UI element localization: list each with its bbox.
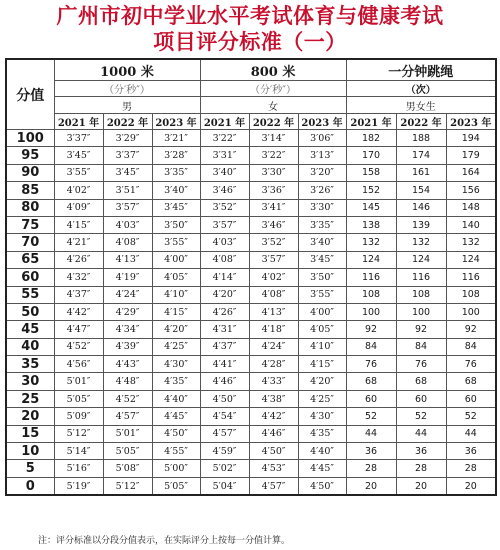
- time-cell-1000m: 5′08″: [103, 460, 152, 477]
- time-cell-800m: 3′13″: [298, 147, 346, 164]
- rope-count-cell: 28: [396, 460, 446, 477]
- rope-count-cell: 146: [396, 199, 446, 216]
- time-cell-800m: 4′33″: [249, 373, 298, 390]
- rope-count-cell: 194: [446, 130, 496, 147]
- rope-count-cell: 108: [346, 286, 396, 303]
- time-cell-800m: 4′41″: [200, 356, 249, 373]
- table-row: [6, 164, 496, 181]
- time-cell-800m: 3′31″: [200, 147, 249, 164]
- time-cell-800m: 3′52″: [200, 199, 249, 216]
- unit-800m: （分′秒″）: [200, 81, 346, 97]
- rope-count-cell: 108: [396, 286, 446, 303]
- time-cell-800m: 4′54″: [200, 408, 249, 425]
- time-cell-800m: 4′25″: [298, 390, 346, 407]
- time-cell-1000m: 4′35″: [152, 373, 200, 390]
- table-row: [6, 408, 496, 425]
- time-cell-800m: 3′40″: [298, 234, 346, 251]
- rope-count-cell: 36: [446, 443, 496, 460]
- time-cell-800m: 4′45″: [298, 460, 346, 477]
- table-row: [6, 338, 496, 355]
- scoring-table: [5, 58, 497, 496]
- time-cell-800m: 3′52″: [249, 234, 298, 251]
- time-cell-800m: 4′37″: [200, 338, 249, 355]
- footnote: 注：评分标准以分段分值表示，在实际评分上按每一分值计算。: [38, 536, 291, 546]
- table-row: [6, 251, 496, 268]
- time-cell-800m: 4′15″: [298, 356, 346, 373]
- rope-count-cell: 158: [346, 164, 396, 181]
- rope-count-cell: 60: [446, 390, 496, 407]
- rope-count-cell: 124: [446, 251, 496, 268]
- year-header: 2022 年: [396, 114, 446, 130]
- time-cell-1000m: 4′26″: [54, 251, 103, 268]
- time-cell-1000m: 4′39″: [103, 338, 152, 355]
- rope-count-cell: 108: [446, 286, 496, 303]
- time-cell-1000m: 5′12″: [103, 477, 152, 495]
- time-cell-1000m: 3′55″: [152, 234, 200, 251]
- table-row: [6, 234, 496, 251]
- time-cell-800m: 3′36″: [249, 182, 298, 199]
- time-cell-1000m: 3′45″: [54, 147, 103, 164]
- score-cell: 30: [6, 373, 54, 390]
- time-cell-1000m: 4′03″: [103, 216, 152, 233]
- time-cell-800m: 3′50″: [298, 269, 346, 286]
- time-cell-1000m: 3′35″: [152, 164, 200, 181]
- time-cell-1000m: 4′47″: [54, 321, 103, 338]
- time-cell-1000m: 4′20″: [152, 321, 200, 338]
- year-header: 2022 年: [103, 114, 152, 130]
- time-cell-800m: 4′53″: [249, 460, 298, 477]
- rope-count-cell: 179: [446, 147, 496, 164]
- time-cell-1000m: 4′25″: [152, 338, 200, 355]
- time-cell-1000m: 4′08″: [103, 234, 152, 251]
- rope-count-cell: 68: [396, 373, 446, 390]
- time-cell-1000m: 4′10″: [152, 286, 200, 303]
- rope-count-cell: 174: [396, 147, 446, 164]
- time-cell-1000m: 3′37″: [54, 130, 103, 147]
- time-cell-1000m: 4′32″: [54, 269, 103, 286]
- time-cell-1000m: 3′51″: [103, 182, 152, 199]
- time-cell-1000m: 4′02″: [54, 182, 103, 199]
- time-cell-800m: 4′30″: [298, 408, 346, 425]
- table-row: [6, 390, 496, 407]
- rope-count-cell: 100: [396, 303, 446, 320]
- rope-count-cell: 28: [446, 460, 496, 477]
- time-cell-1000m: 5′01″: [103, 425, 152, 442]
- time-cell-1000m: 4′05″: [152, 269, 200, 286]
- time-cell-1000m: 3′28″: [152, 147, 200, 164]
- table-row: [6, 460, 496, 477]
- time-cell-800m: 3′41″: [249, 199, 298, 216]
- time-cell-800m: 3′20″: [298, 164, 346, 181]
- time-cell-1000m: 3′50″: [152, 216, 200, 233]
- time-cell-800m: 4′50″: [298, 477, 346, 495]
- time-cell-1000m: 3′45″: [152, 199, 200, 216]
- rope-count-cell: 60: [396, 390, 446, 407]
- score-header: 分值: [6, 59, 54, 130]
- table-row: [6, 147, 496, 164]
- table-row: [6, 443, 496, 460]
- time-cell-800m: 4′57″: [200, 425, 249, 442]
- table-row: [6, 373, 496, 390]
- score-cell: 95: [6, 147, 54, 164]
- time-cell-1000m: 3′40″: [152, 182, 200, 199]
- table-row: [6, 130, 496, 147]
- rope-count-cell: 76: [346, 356, 396, 373]
- time-cell-800m: 3′46″: [249, 216, 298, 233]
- time-cell-800m: 3′22″: [249, 147, 298, 164]
- rope-count-cell: 132: [446, 234, 496, 251]
- time-cell-1000m: 4′50″: [152, 425, 200, 442]
- time-cell-1000m: 5′19″: [54, 477, 103, 495]
- time-cell-1000m: 4′15″: [54, 216, 103, 233]
- score-cell: 10: [6, 443, 54, 460]
- time-cell-800m: 4′59″: [200, 443, 249, 460]
- time-cell-1000m: 4′24″: [103, 286, 152, 303]
- time-cell-800m: 4′00″: [298, 303, 346, 320]
- score-cell: 15: [6, 425, 54, 442]
- rope-count-cell: 84: [446, 338, 496, 355]
- score-cell: 25: [6, 390, 54, 407]
- score-cell: 45: [6, 321, 54, 338]
- table-row: [6, 477, 496, 495]
- time-cell-1000m: 3′29″: [103, 130, 152, 147]
- score-cell: 0: [6, 477, 54, 495]
- time-cell-1000m: 3′21″: [152, 130, 200, 147]
- rope-count-cell: 170: [346, 147, 396, 164]
- time-cell-800m: 4′10″: [298, 338, 346, 355]
- rope-count-cell: 28: [346, 460, 396, 477]
- score-cell: 50: [6, 303, 54, 320]
- time-cell-800m: 4′26″: [200, 303, 249, 320]
- table-row: [6, 199, 496, 216]
- time-cell-1000m: 5′00″: [152, 460, 200, 477]
- time-cell-1000m: 4′55″: [152, 443, 200, 460]
- rope-count-cell: 52: [396, 408, 446, 425]
- time-cell-1000m: 4′09″: [54, 199, 103, 216]
- rope-count-cell: 138: [346, 216, 396, 233]
- score-cell: 20: [6, 408, 54, 425]
- time-cell-800m: 3′46″: [200, 182, 249, 199]
- rope-count-cell: 161: [396, 164, 446, 181]
- time-cell-800m: 4′08″: [200, 251, 249, 268]
- time-cell-1000m: 4′42″: [54, 303, 103, 320]
- time-cell-1000m: 4′19″: [103, 269, 152, 286]
- table-row: [6, 425, 496, 442]
- rope-count-cell: 124: [346, 251, 396, 268]
- rope-count-cell: 156: [446, 182, 496, 199]
- time-cell-800m: 5′02″: [200, 460, 249, 477]
- year-header: 2023 年: [152, 114, 200, 130]
- rope-count-cell: 20: [346, 477, 396, 495]
- rope-count-cell: 92: [346, 321, 396, 338]
- table-body: [6, 130, 496, 496]
- time-cell-800m: 4′05″: [298, 321, 346, 338]
- year-header: 2021 年: [346, 114, 396, 130]
- year-header: 2021 年: [54, 114, 103, 130]
- time-cell-1000m: 4′37″: [54, 286, 103, 303]
- time-cell-800m: 4′14″: [200, 269, 249, 286]
- table-row: [6, 182, 496, 199]
- time-cell-1000m: 4′43″: [103, 356, 152, 373]
- time-cell-800m: 4′31″: [200, 321, 249, 338]
- time-cell-800m: 4′42″: [249, 408, 298, 425]
- time-cell-1000m: 3′37″: [103, 147, 152, 164]
- time-cell-800m: 3′40″: [200, 164, 249, 181]
- time-cell-800m: 4′38″: [249, 390, 298, 407]
- time-cell-800m: 3′06″: [298, 130, 346, 147]
- time-cell-1000m: 4′48″: [103, 373, 152, 390]
- rope-count-cell: 20: [396, 477, 446, 495]
- year-header: 2023 年: [298, 114, 346, 130]
- time-cell-1000m: 5′05″: [54, 390, 103, 407]
- sex-800m: 女: [200, 97, 346, 114]
- rope-count-cell: 84: [396, 338, 446, 355]
- rope-count-cell: 76: [446, 356, 496, 373]
- score-cell: 40: [6, 338, 54, 355]
- rope-count-cell: 44: [346, 425, 396, 442]
- rope-count-cell: 148: [446, 199, 496, 216]
- time-cell-1000m: 5′12″: [54, 425, 103, 442]
- score-cell: 55: [6, 286, 54, 303]
- sex-rope: 男女生: [346, 97, 496, 114]
- score-cell: 60: [6, 269, 54, 286]
- time-cell-1000m: 4′21″: [54, 234, 103, 251]
- rope-count-cell: 68: [346, 373, 396, 390]
- time-cell-1000m: 4′40″: [152, 390, 200, 407]
- time-cell-1000m: 5′05″: [103, 443, 152, 460]
- time-cell-800m: 4′13″: [249, 303, 298, 320]
- rope-count-cell: 145: [346, 199, 396, 216]
- score-cell: 35: [6, 356, 54, 373]
- rope-count-cell: 52: [446, 408, 496, 425]
- rope-count-cell: 84: [346, 338, 396, 355]
- rope-count-cell: 124: [396, 251, 446, 268]
- score-cell: 5: [6, 460, 54, 477]
- table-row: [6, 356, 496, 373]
- time-cell-800m: 3′57″: [249, 251, 298, 268]
- rope-count-cell: 36: [346, 443, 396, 460]
- rope-count-cell: 20: [446, 477, 496, 495]
- time-cell-800m: 4′24″: [249, 338, 298, 355]
- time-cell-1000m: 4′00″: [152, 251, 200, 268]
- event-header-1000m: 1000 米: [54, 59, 200, 81]
- time-cell-1000m: 3′45″: [103, 164, 152, 181]
- time-cell-1000m: 4′56″: [54, 356, 103, 373]
- year-header: 2021 年: [200, 114, 249, 130]
- rope-count-cell: 52: [346, 408, 396, 425]
- time-cell-800m: 4′50″: [249, 443, 298, 460]
- time-cell-800m: 3′14″: [249, 130, 298, 147]
- table-row: [6, 216, 496, 233]
- time-cell-800m: 3′22″: [200, 130, 249, 147]
- rope-count-cell: 132: [346, 234, 396, 251]
- time-cell-1000m: 4′52″: [103, 390, 152, 407]
- score-cell: 100: [6, 130, 54, 147]
- event-header-800m: 800 米: [200, 59, 346, 81]
- rope-count-cell: 100: [446, 303, 496, 320]
- document-subtitle: 项目评分标准（一）: [153, 30, 347, 54]
- rope-count-cell: 132: [396, 234, 446, 251]
- rope-count-cell: 44: [446, 425, 496, 442]
- time-cell-800m: 4′57″: [249, 477, 298, 495]
- score-cell: 85: [6, 182, 54, 199]
- sex-1000m: 男: [54, 97, 200, 114]
- score-cell: 65: [6, 251, 54, 268]
- rope-count-cell: 152: [346, 182, 396, 199]
- time-cell-1000m: 4′29″: [103, 303, 152, 320]
- time-cell-800m: 4′18″: [249, 321, 298, 338]
- table-row: [6, 303, 496, 320]
- time-cell-800m: 3′45″: [298, 251, 346, 268]
- time-cell-800m: 3′30″: [298, 199, 346, 216]
- time-cell-1000m: 5′01″: [54, 373, 103, 390]
- time-cell-800m: 4′03″: [200, 234, 249, 251]
- time-cell-800m: 4′02″: [249, 269, 298, 286]
- score-cell: 75: [6, 216, 54, 233]
- unit-rope: （次）: [346, 81, 496, 97]
- time-cell-1000m: 5′14″: [54, 443, 103, 460]
- time-cell-1000m: 5′05″: [152, 477, 200, 495]
- table-row: [6, 286, 496, 303]
- time-cell-800m: 3′57″: [200, 216, 249, 233]
- rope-count-cell: 92: [446, 321, 496, 338]
- time-cell-1000m: 5′09″: [54, 408, 103, 425]
- time-cell-800m: 3′26″: [298, 182, 346, 199]
- rope-count-cell: 164: [446, 164, 496, 181]
- time-cell-1000m: 4′13″: [103, 251, 152, 268]
- rope-count-cell: 116: [346, 269, 396, 286]
- time-cell-1000m: 4′52″: [54, 338, 103, 355]
- time-cell-800m: 3′35″: [298, 216, 346, 233]
- rope-count-cell: 116: [396, 269, 446, 286]
- rope-count-cell: 139: [396, 216, 446, 233]
- rope-count-cell: 100: [346, 303, 396, 320]
- year-header: 2022 年: [249, 114, 298, 130]
- time-cell-800m: 4′08″: [249, 286, 298, 303]
- score-cell: 90: [6, 164, 54, 181]
- table-row: [6, 269, 496, 286]
- time-cell-800m: 4′50″: [200, 390, 249, 407]
- time-cell-1000m: 3′57″: [103, 199, 152, 216]
- time-cell-800m: 4′40″: [298, 443, 346, 460]
- rope-count-cell: 116: [446, 269, 496, 286]
- score-cell: 80: [6, 199, 54, 216]
- event-header-rope: 一分钟跳绳: [346, 59, 496, 81]
- score-cell: 70: [6, 234, 54, 251]
- time-cell-1000m: 4′57″: [103, 408, 152, 425]
- rope-count-cell: 76: [396, 356, 446, 373]
- time-cell-800m: 4′35″: [298, 425, 346, 442]
- table-row: [6, 321, 496, 338]
- rope-count-cell: 44: [396, 425, 446, 442]
- time-cell-800m: 4′46″: [200, 373, 249, 390]
- rope-count-cell: 92: [396, 321, 446, 338]
- time-cell-800m: 4′20″: [200, 286, 249, 303]
- rope-count-cell: 68: [446, 373, 496, 390]
- rope-count-cell: 188: [396, 130, 446, 147]
- time-cell-800m: 4′20″: [298, 373, 346, 390]
- rope-count-cell: 182: [346, 130, 396, 147]
- year-header: 2023 年: [446, 114, 496, 130]
- unit-1000m: （分′秒″）: [54, 81, 200, 97]
- rope-count-cell: 140: [446, 216, 496, 233]
- time-cell-1000m: 5′16″: [54, 460, 103, 477]
- time-cell-1000m: 4′45″: [152, 408, 200, 425]
- rope-count-cell: 60: [346, 390, 396, 407]
- rope-count-cell: 36: [396, 443, 446, 460]
- time-cell-800m: 4′28″: [249, 356, 298, 373]
- time-cell-1000m: 4′34″: [103, 321, 152, 338]
- time-cell-1000m: 4′15″: [152, 303, 200, 320]
- time-cell-1000m: 3′55″: [54, 164, 103, 181]
- time-cell-800m: 4′46″: [249, 425, 298, 442]
- time-cell-800m: 3′30″: [249, 164, 298, 181]
- document-title: 广州市初中学业水平考试体育与健康考试: [56, 4, 444, 28]
- time-cell-1000m: 4′30″: [152, 356, 200, 373]
- time-cell-800m: 3′55″: [298, 286, 346, 303]
- rope-count-cell: 154: [396, 182, 446, 199]
- time-cell-800m: 5′04″: [200, 477, 249, 495]
